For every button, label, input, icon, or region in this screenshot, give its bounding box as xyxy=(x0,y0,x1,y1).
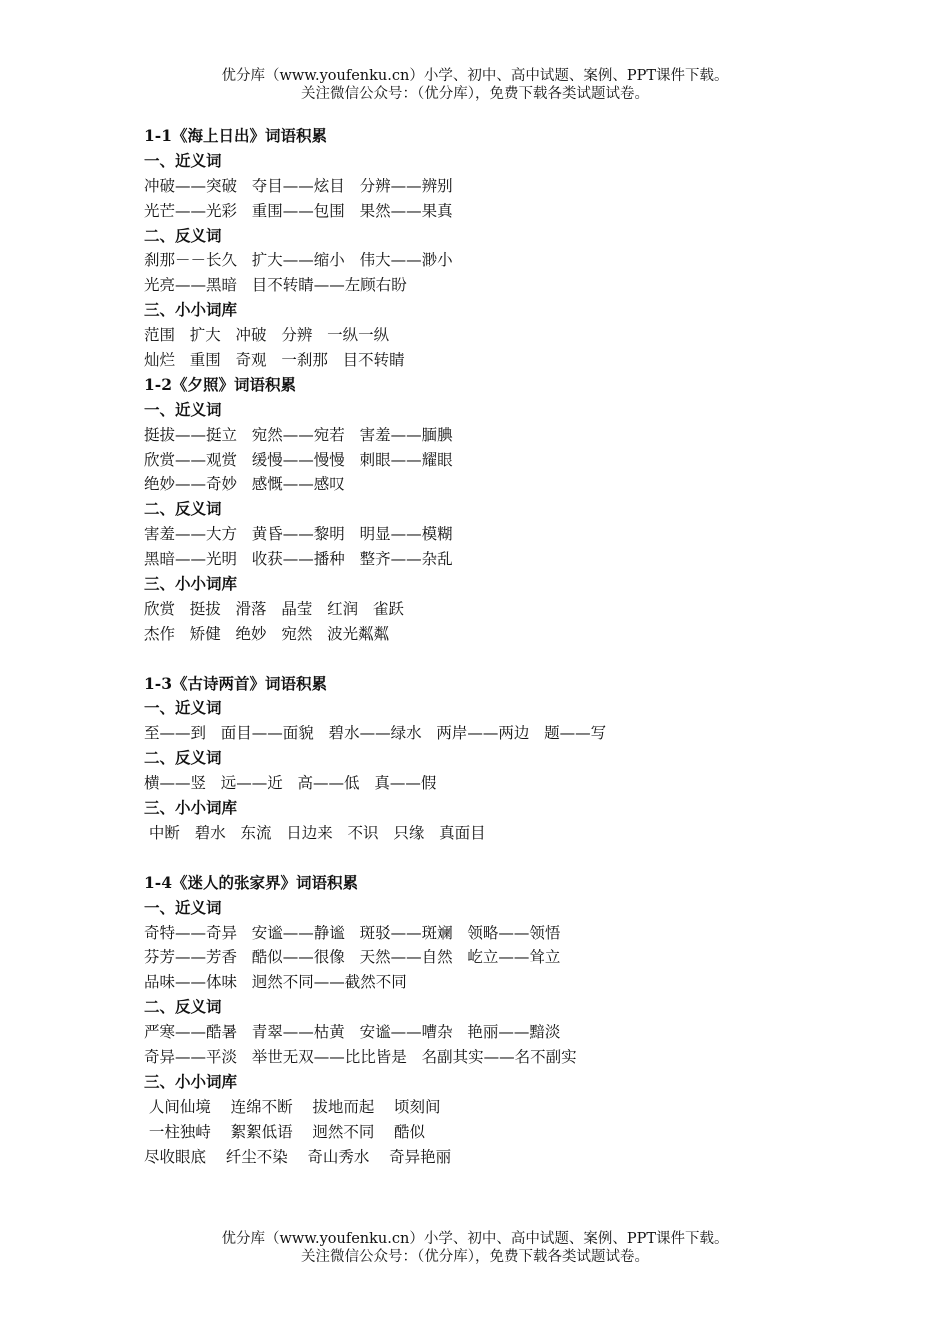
section-heading: 二、反义词 xyxy=(144,499,222,519)
section-heading: 二、反义词 xyxy=(144,748,222,768)
word-list-line: 至——到 面目——面貌 碧水——绿水 两岸——两边 题——写 xyxy=(144,724,607,743)
word-list-line: 奇异——平淡 举世无双——比比皆是 名副其实——名不副实 xyxy=(144,1047,577,1066)
section-heading: 一、近义词 xyxy=(144,150,222,170)
section-heading: 三、小小词库 xyxy=(144,798,238,818)
header-line-1: 优分库（www.youfenku.cn）小学、初中、高中试题、案例、PPT课件下载。 xyxy=(221,68,729,84)
word-list-line: 欣赏 挺拔 滑落 晶莹 红润 雀跃 xyxy=(144,599,404,618)
section-heading: 二、反义词 xyxy=(144,225,222,245)
header-line-2: 关注微信公众号：（优分库），免费下载各类试题试卷。 xyxy=(301,86,649,102)
section-heading: 一、近义词 xyxy=(144,698,222,718)
word-list-line: 绝妙——奇妙 感慨——感叹 xyxy=(144,475,345,494)
word-list-line: 杰作 矫健 绝妙 宛然 波光粼粼 xyxy=(144,624,390,643)
word-list-line: 灿烂 重围 奇观 一刹那 目不转睛 xyxy=(144,351,405,370)
word-list-line: 光亮——黑暗 目不转睛——左顾右盼 xyxy=(144,276,407,295)
section-heading: 1-4《迷人的张家界》词语积累 xyxy=(144,872,359,892)
section-heading: 三、小小词库 xyxy=(144,574,238,594)
section-heading: 三、小小词库 xyxy=(144,1071,238,1091)
section-heading: 三、小小词库 xyxy=(144,300,238,320)
section-heading: 二、反义词 xyxy=(144,997,222,1017)
word-list-line: 中断 碧水 东流 日边来 不识 只缘 真面目 xyxy=(144,823,486,842)
section-heading: 1-3《古诗两首》词语积累 xyxy=(144,673,328,693)
word-list-line: 严寒——酷暑 青翠——枯黄 安谧——嘈杂 艳丽——黯淡 xyxy=(144,1023,561,1042)
section-heading: 1-1《海上日出》词语积累 xyxy=(144,126,328,145)
document-body xyxy=(144,124,844,1169)
word-list-line: 人间仙境 连绵不断 拔地而起 顷刻间 xyxy=(144,1097,441,1116)
word-list-line: 黑暗——光明 收获——播种 整齐——杂乱 xyxy=(144,550,453,569)
footer-line-1: 优分库（www.youfenku.cn）小学、初中、高中试题、案例、PPT课件下载。 xyxy=(221,1231,729,1247)
word-list-line: 冲破——突破 夺目——炫目 分辨——辨别 xyxy=(144,176,453,195)
page-footer xyxy=(0,1230,950,1266)
footer-line-2: 关注微信公众号：（优分库），免费下载各类试题试卷。 xyxy=(301,1249,649,1265)
blank-line xyxy=(144,647,844,672)
word-list-line: 刹那－－长久 扩大——缩小 伟大——渺小 xyxy=(144,251,453,270)
word-list-line: 芬芳——芳香 酷似——很像 天然——自然 屹立——耸立 xyxy=(144,948,561,967)
blank-line xyxy=(144,846,844,871)
word-list-line: 光芒——光彩 重围——包围 果然——果真 xyxy=(144,201,453,220)
word-list-line: 欣赏——观赏 缓慢——慢慢 刺眼——耀眼 xyxy=(144,450,453,469)
word-list-line: 品味——体味 迥然不同——截然不同 xyxy=(144,973,407,992)
word-list-line: 害羞——大方 黄昏——黎明 明显——模糊 xyxy=(144,525,453,544)
section-heading: 1-2《夕照》词语积累 xyxy=(144,374,297,394)
section-heading: 一、近义词 xyxy=(144,897,222,917)
page-header xyxy=(0,67,950,103)
word-list-line: 一柱独峙 絮絮低语 迥然不同 酷似 xyxy=(144,1122,426,1141)
word-list-line: 尽收眼底 纤尘不染 奇山秀水 奇异艳丽 xyxy=(144,1147,452,1166)
word-list-line: 范围 扩大 冲破 分辨 一纵一纵 xyxy=(144,326,390,345)
section-heading: 一、近义词 xyxy=(144,399,222,419)
word-list-line: 奇特——奇异 安谧——静谧 斑驳——斑斓 领略——领悟 xyxy=(144,923,561,942)
word-list-line: 挺拔——挺立 宛然——宛若 害羞——腼腆 xyxy=(144,425,453,444)
word-list-line: 横——竖 远——近 高——低 真——假 xyxy=(144,774,437,793)
